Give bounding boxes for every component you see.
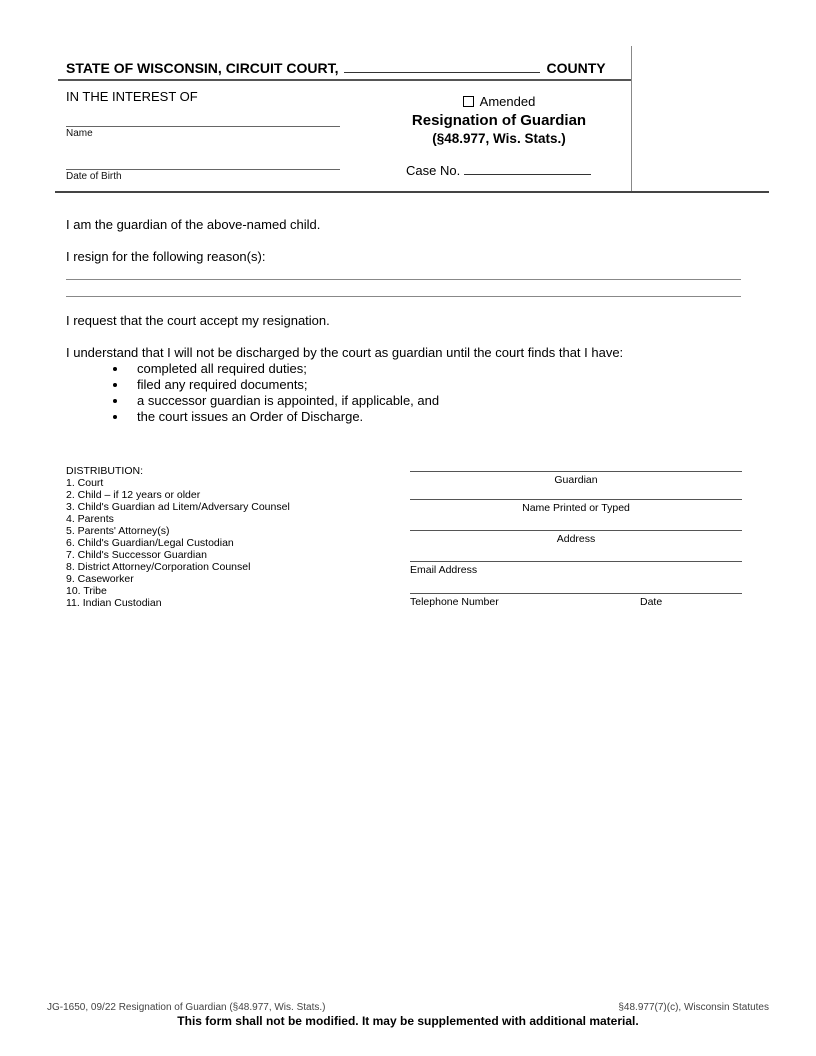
county-blank-field[interactable]: [344, 59, 540, 73]
amended-label: Amended: [479, 94, 536, 109]
email-address-label: Email Address: [410, 564, 478, 576]
distribution-title: DISTRIBUTION:: [66, 465, 144, 477]
list-item: 9. Caseworker: [66, 573, 134, 585]
date-of-birth-label: Date of Birth: [66, 171, 122, 182]
list-item: 8. District Attorney/Corporation Counsel: [66, 561, 251, 573]
court-header-suffix: COUNTY: [546, 60, 606, 76]
address-line[interactable]: [410, 530, 742, 545]
name-printed-line[interactable]: [410, 499, 742, 514]
list-item: 7. Child's Successor Guardian: [66, 549, 207, 561]
paragraph-discharge-conditions: I understand that I will not be discharged by the court as guardian until the court finds that I have:: [66, 345, 624, 360]
footer-modification-notice: This form shall not be modified. It may be supplemented with additional material.: [177, 1014, 639, 1028]
date-of-birth-field[interactable]: [66, 169, 340, 170]
list-item: 5. Parents' Attorney(s): [66, 525, 170, 537]
paragraph-guardian-statement: I am the guardian of the above-named child.: [66, 217, 321, 232]
child-name-label: Name: [66, 128, 93, 139]
list-item: • completed all required duties;: [128, 361, 439, 377]
header-rule: [58, 79, 632, 81]
list-item: 11. Indian Custodian: [66, 597, 162, 609]
discharge-conditions-list: [66, 361, 439, 425]
list-item: 4. Parents: [66, 513, 114, 525]
guardian-signature-line[interactable]: [410, 471, 742, 486]
distribution-list: [66, 477, 290, 609]
reason-blank-line-1[interactable]: [66, 279, 741, 280]
footer-row: [47, 1002, 769, 1013]
child-name-field[interactable]: [66, 126, 340, 127]
amended-checkbox[interactable]: [463, 96, 474, 107]
email-address-line[interactable]: [410, 561, 742, 576]
case-number-row: [406, 161, 591, 178]
reason-blank-line-2[interactable]: [66, 296, 741, 297]
guardian-signature-label: Guardian: [554, 474, 598, 486]
telephone-date-line[interactable]: [410, 593, 742, 608]
footer-statute-reference: §48.977(7)(c), Wisconsin Statutes: [618, 1002, 769, 1013]
list-item: 2. Child – if 12 years or older: [66, 489, 201, 501]
list-item: 1. Court: [66, 477, 104, 489]
court-header-prefix: STATE OF WISCONSIN, CIRCUIT COURT,: [66, 60, 339, 76]
form-title: Resignation of Guardian: [411, 112, 587, 129]
case-number-label: Case No.: [406, 163, 461, 178]
amended-row: [400, 94, 598, 109]
paragraph-resign-reasons: I resign for the following reason(s):: [66, 249, 266, 264]
list-item: • a successor guardian is appointed, if applicable, and: [128, 393, 439, 409]
header-vertical-divider: [631, 46, 632, 192]
distribution-section: [66, 465, 290, 609]
list-item: 10. Tribe: [66, 585, 107, 597]
form-statute: (§48.977, Wis. Stats.): [432, 131, 566, 146]
list-item: 6. Child's Guardian/Legal Custodian: [66, 537, 234, 549]
header-bottom-rule: [55, 191, 769, 193]
list-item: • filed any required documents;: [128, 377, 439, 393]
address-label: Address: [556, 533, 596, 545]
case-number-field[interactable]: [464, 161, 591, 175]
in-the-interest-of-label: IN THE INTEREST OF: [66, 89, 198, 104]
court-header: [66, 59, 622, 76]
date-label: Date: [640, 596, 663, 608]
telephone-number-label: Telephone Number: [410, 596, 499, 608]
paragraph-request-acceptance: I request that the court accept my resignation.: [66, 313, 330, 328]
footer-form-number: JG-1650, 09/22 Resignation of Guardian (§48.977, Wis. Stats.): [47, 1002, 326, 1013]
list-item: 3. Child's Guardian ad Litem/Adversary Counsel: [66, 501, 290, 513]
list-item: • the court issues an Order of Discharge.: [128, 409, 439, 425]
name-printed-label: Name Printed or Typed: [522, 502, 630, 514]
